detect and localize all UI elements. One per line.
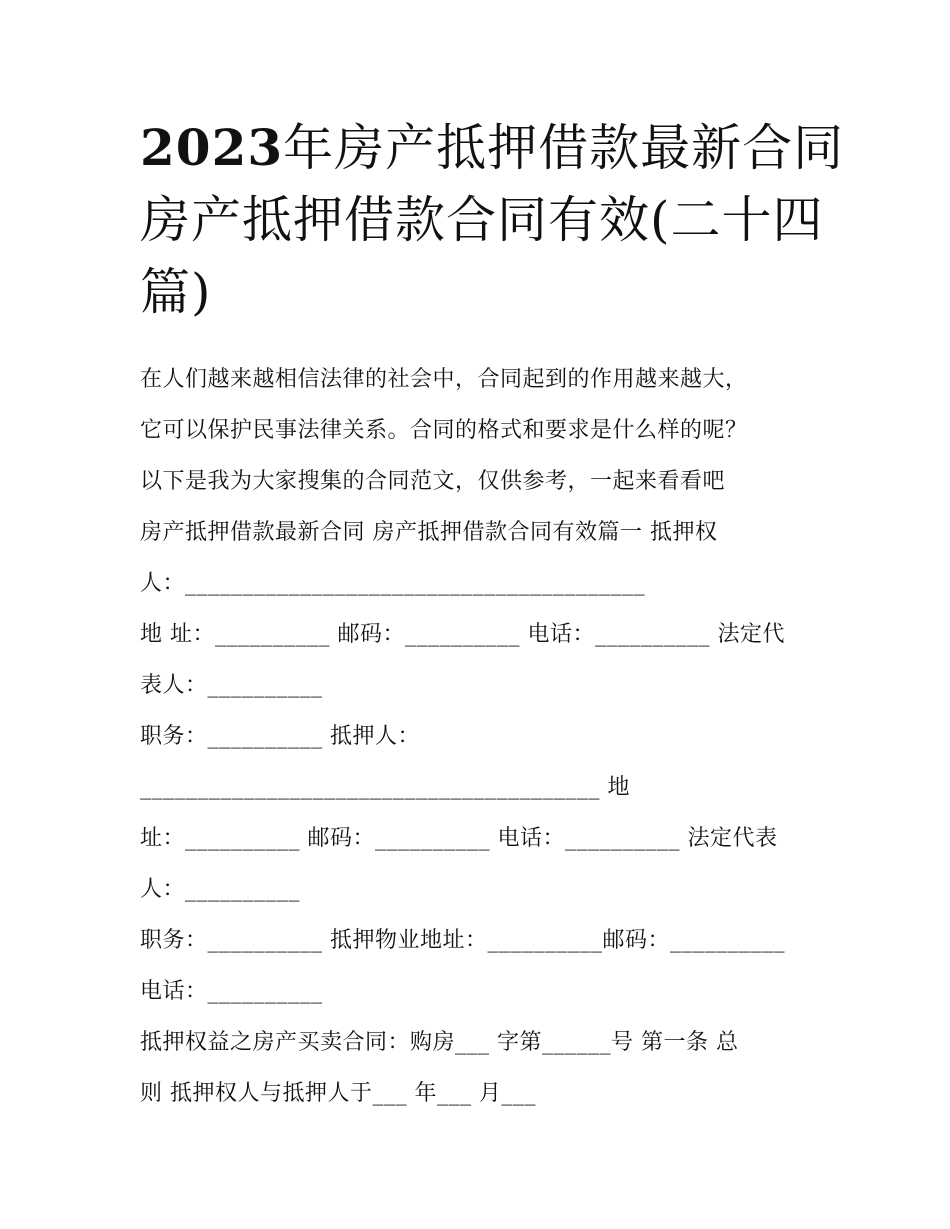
document-title	[140, 112, 845, 328]
body-line: 址：__________ 邮码：__________ 电话：__________ 法定代表	[140, 826, 778, 851]
body-line: 表人：__________	[140, 673, 323, 698]
body-line: 地 址：__________ 邮码：__________ 电话：__________ 法定代	[140, 622, 785, 647]
body-line: 电话：__________	[140, 979, 323, 1004]
body-line: 抵押权益之房产买卖合同：购房___ 字第______号 第一条 总	[140, 1030, 739, 1055]
document-body	[140, 354, 820, 1119]
body-line: ________________________________________ 地	[140, 775, 630, 800]
title-year: 2023	[140, 118, 284, 177]
body-line: 它可以保护民事法律关系。合同的格式和要求是什么样的呢？	[140, 418, 748, 443]
body-line: 职务：__________ 抵押人：	[140, 724, 420, 749]
body-line: 人：__________	[140, 877, 301, 902]
body-line: 人：________________________________________	[140, 571, 646, 596]
title-line-3: 篇)	[140, 263, 212, 321]
title-line-2: 房产抵押借款合同有效(二十四	[140, 191, 824, 249]
body-line: 房产抵押借款最新合同 房产抵押借款合同有效篇一 抵押权	[140, 520, 718, 545]
body-line: 职务：__________ 抵押物业地址：__________邮码：__________	[140, 928, 785, 953]
body-line: 则 抵押权人与抵押人于___ 年___ 月___	[140, 1081, 536, 1106]
title-line-1	[140, 112, 845, 184]
title-line-1-text: 年房产抵押借款最新合同	[283, 119, 845, 177]
body-line: 以下是我为大家搜集的合同范文，仅供参考，一起来看看吧	[140, 469, 726, 494]
body-line: 在人们越来越相信法律的社会中，合同起到的作用越来越大，	[140, 367, 748, 392]
